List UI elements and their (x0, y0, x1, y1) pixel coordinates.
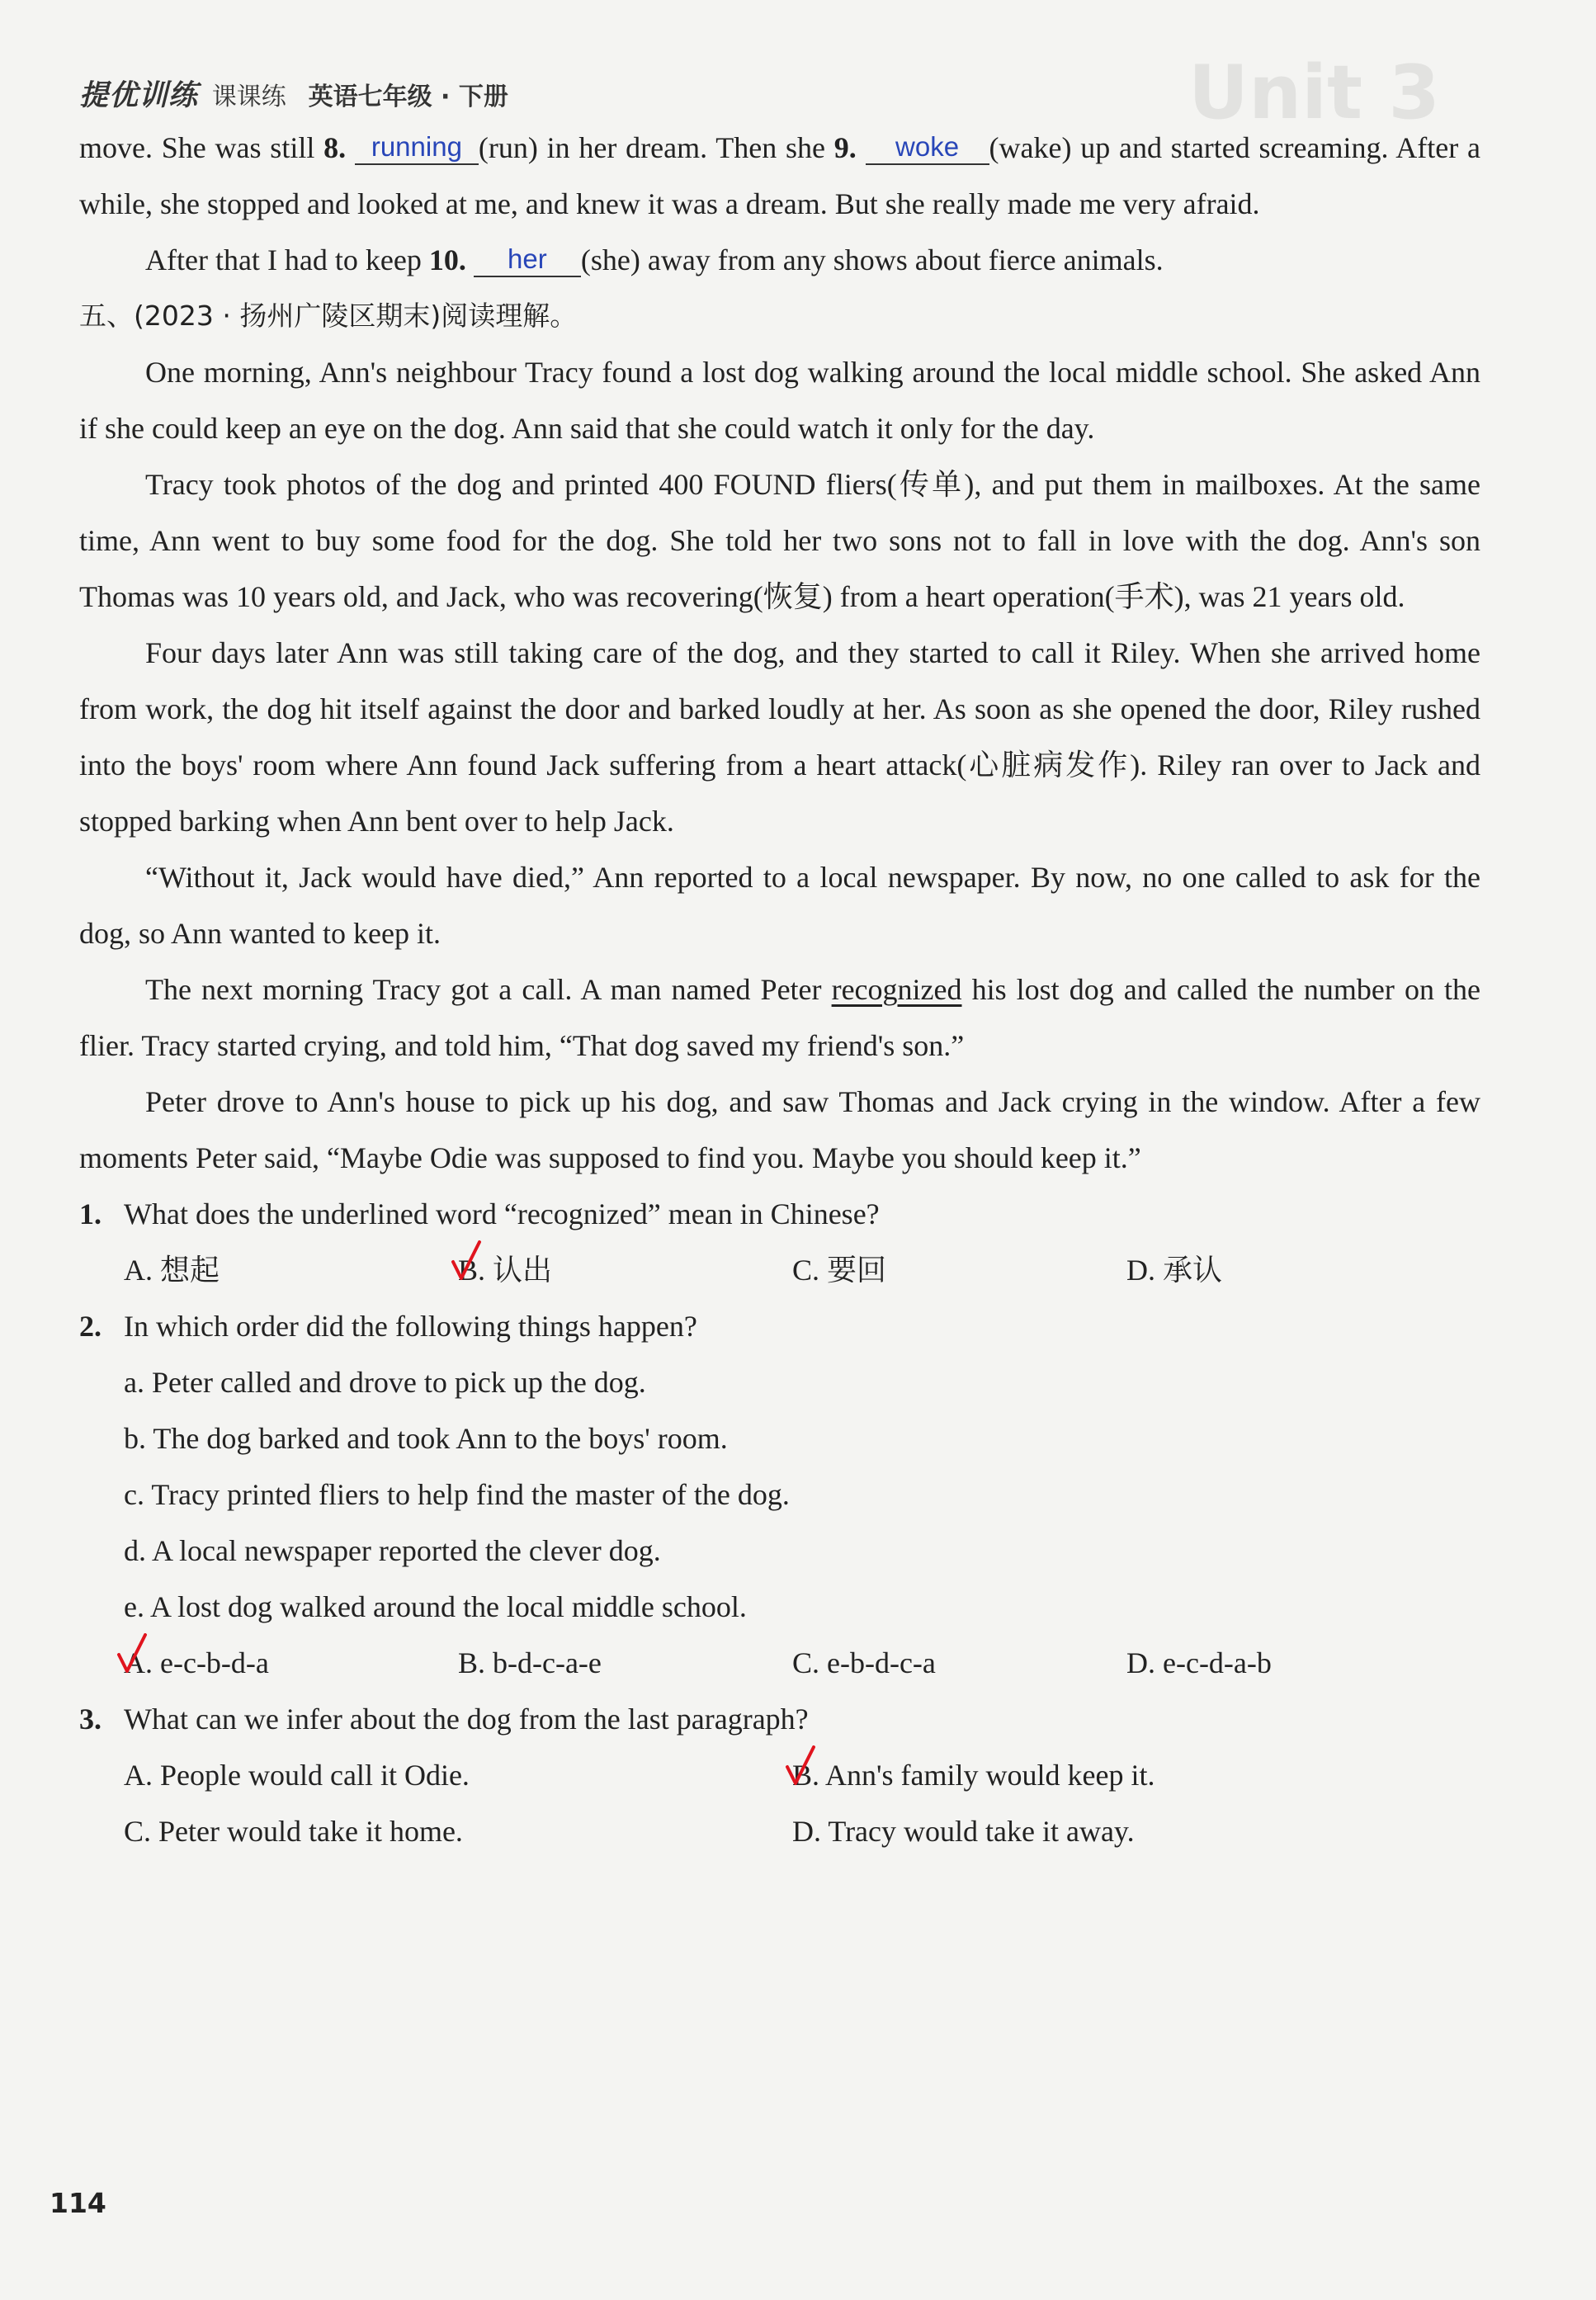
question-number: 3. (79, 1703, 102, 1736)
event-item: c. Tracy printed fliers to help find the master of the dog. (124, 1478, 790, 1511)
option-b[interactable]: B. 认出 (458, 1242, 792, 1298)
page-number: 114 (50, 2187, 106, 2219)
question-3-options-row-2 (79, 1803, 1480, 1859)
option-c[interactable]: C. Peter would take it home. (124, 1815, 463, 1848)
question-number: 1. (79, 1197, 102, 1230)
page-header (79, 73, 508, 114)
question-3 (79, 1691, 1480, 1747)
option-b[interactable]: B. b-d-c-a-e (458, 1646, 602, 1679)
option-d[interactable]: D. e-c-d-a-b (1126, 1646, 1272, 1679)
event-item: d. A local newspaper reported the clever dog. (124, 1534, 661, 1567)
reverse-page-ghost-unit: Unit 3 (1188, 50, 1440, 136)
blank-10-number: 10. (428, 243, 466, 276)
question-1 (79, 1186, 1480, 1242)
event-item: a. Peter called and drove to pick up the dog. (124, 1366, 646, 1399)
header-sub: 课课练 (211, 83, 286, 111)
question-text: What does the underlined word “recognized” mean in Chinese? (124, 1197, 880, 1230)
cloze-paragraph-2: After that I had to keep 10. her (she) away from any shows about fierce animals. (145, 243, 1164, 276)
header-brand: 提优训练 (79, 79, 199, 112)
question-2 (79, 1298, 1480, 1354)
header-title: 英语七年级 · 下册 (308, 83, 508, 111)
section-heading: 五、(2023 · 扬州广陵区期末)阅读理解。 (79, 300, 578, 332)
question-2-options (79, 1635, 1480, 1691)
option-c[interactable]: C. e-b-d-c-a (792, 1646, 936, 1679)
passage-paragraph: Tracy took photos of the dog and printed 400 FOUND fliers(传单), and put them in mailboxes. At the same time, Ann went to buy some food for the dog. She told her two sons not to fall in love with the dog. Ann's son Thomas was 10 years old, and Jack, who was recovering(恢复) from a heart operation(手术), was 21 years old. (79, 468, 1480, 613)
red-check-mark-icon (450, 1240, 483, 1283)
question-text: In which order did the following things happen? (124, 1310, 697, 1343)
passage-paragraph: “Without it, Jack would have died,” Ann reported to a local newspaper. By now, no one called to ask for the dog, so Ann wanted to keep it. (79, 861, 1480, 950)
blank-8-number: 8. (323, 131, 347, 164)
cloze-paragraph-1: move. She was still 8. running (run) in her dream. Then she 9. woke (wake) up and started screaming. After a while, she stopped and looked at me, and knew it was a dream. But she really made me very afraid. (79, 131, 1480, 220)
answer-blank-8[interactable]: running (355, 130, 479, 165)
option-b[interactable]: B. Ann's family would keep it. (792, 1747, 1461, 1803)
question-1-options (79, 1242, 1480, 1298)
underlined-word: recognized (831, 973, 962, 1006)
question-number: 2. (79, 1310, 102, 1343)
event-item: e. A lost dog walked around the local middle school. (124, 1590, 747, 1623)
question-text: What can we infer about the dog from the last paragraph? (124, 1703, 809, 1736)
passage-paragraph: Peter drove to Ann's house to pick up his dog, and saw Thomas and Jack crying in the window. After a few moments Peter said, “Maybe Odie was supposed to find you. Maybe you should keep it.” (79, 1085, 1480, 1174)
page-content (79, 120, 1480, 1859)
passage-paragraph: One morning, Ann's neighbour Tracy found a lost dog walking around the local middle school. She asked Ann if she could keep an eye on the dog. Ann said that she could watch it only for the day. (79, 356, 1480, 445)
option-d[interactable]: D. Tracy would take it away. (792, 1815, 1135, 1848)
option-a[interactable]: A. e-c-b-d-a (124, 1635, 458, 1691)
answer-blank-9[interactable]: woke (866, 130, 989, 165)
answer-blank-10[interactable]: her (474, 243, 581, 277)
option-c[interactable]: C. 要回 (792, 1254, 887, 1287)
event-item: b. The dog barked and took Ann to the boys' room. (124, 1422, 728, 1455)
option-d[interactable]: D. 承认 (1126, 1254, 1222, 1287)
option-a[interactable]: A. 想起 (124, 1254, 220, 1287)
passage-paragraph: The next morning Tracy got a call. A man named Peter recognized his lost dog and called the number on the flier. Tracy started crying, and told him, “That dog saved my friend's son.” (79, 973, 1480, 1062)
question-3-options-row-1 (79, 1747, 1480, 1803)
option-a[interactable]: A. People would call it Odie. (124, 1759, 470, 1792)
passage-paragraph: Four days later Ann was still taking care of the dog, and they started to call it Riley. When she arrived home from work, the dog hit itself against the door and barked loudly at her. As soon as she opened the door, Riley rushed into the boys' room where Ann found Jack suffering from a heart attack(心脏病发作). Riley ran over to Jack and stopped barking when Ann bent over to help Jack. (79, 636, 1480, 838)
red-check-mark-icon (784, 1745, 817, 1788)
blank-9-number: 9. (833, 131, 857, 164)
red-check-mark-icon (116, 1633, 149, 1676)
